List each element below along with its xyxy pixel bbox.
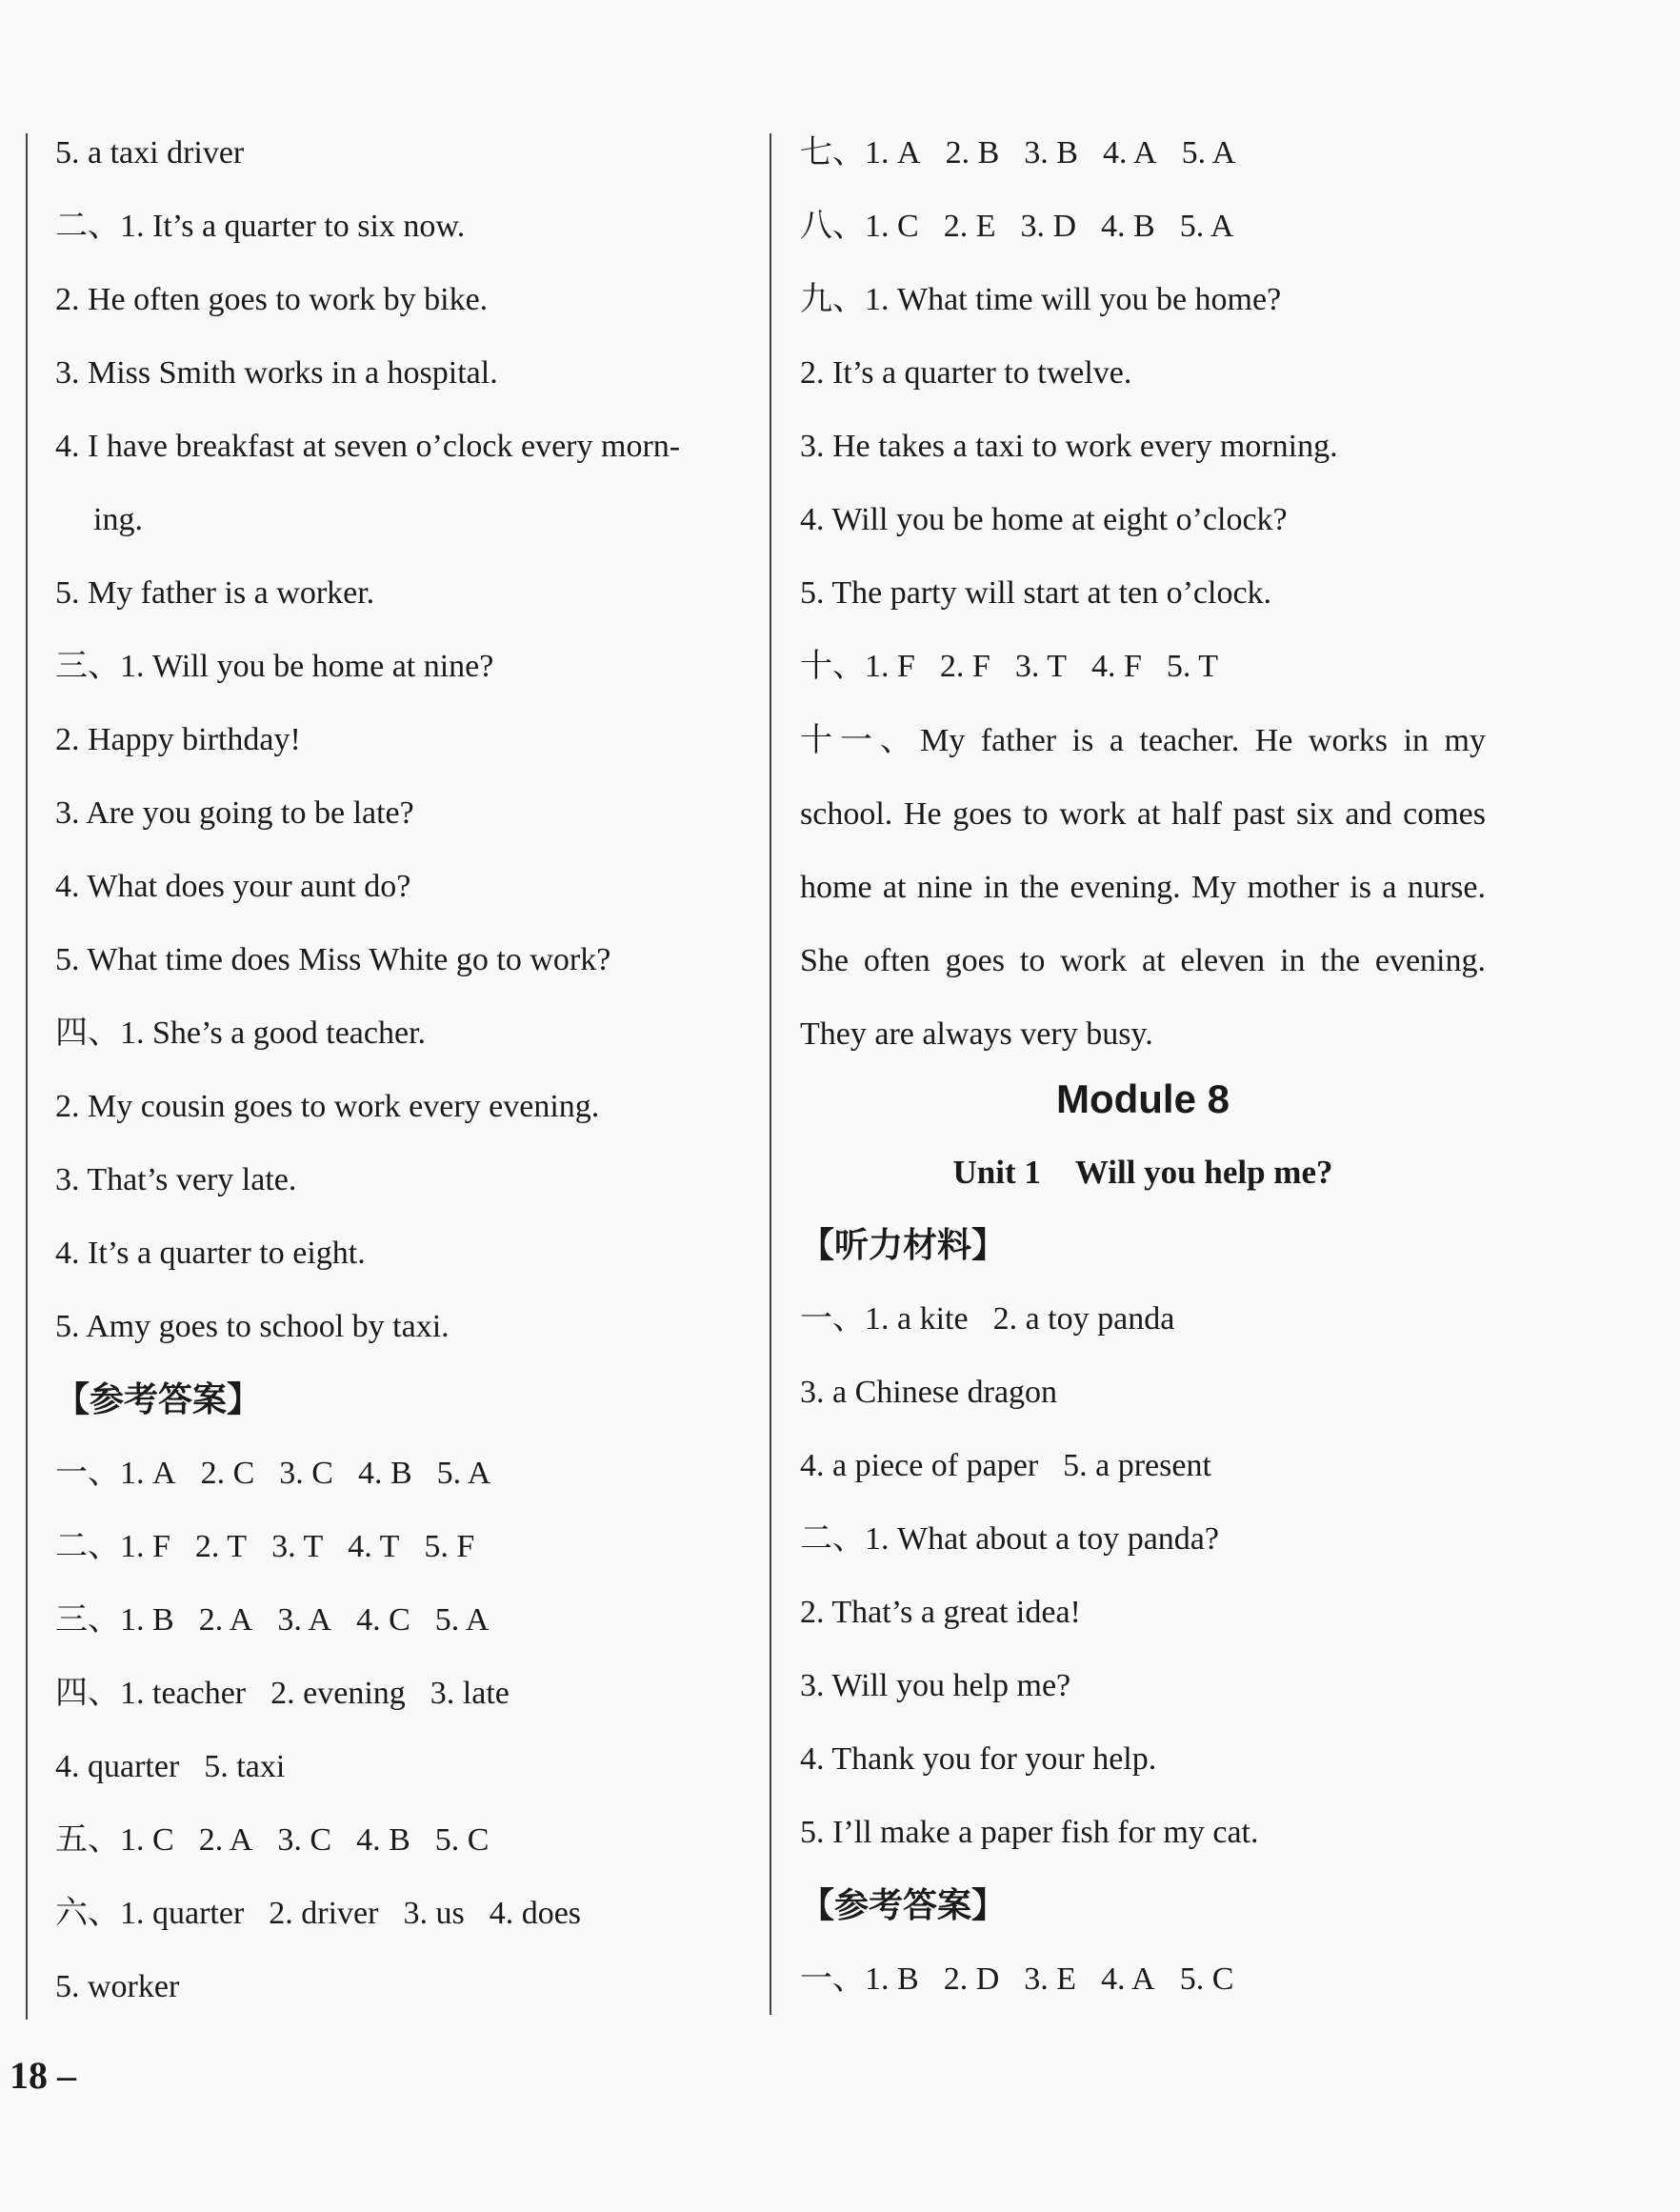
answer-item: 5. C [1179, 1961, 1234, 1997]
answer-row [55, 1885, 750, 1959]
answer-row [55, 1518, 750, 1592]
text-line: 5. My father is a worker. [55, 575, 375, 611]
answer-row [55, 1445, 750, 1518]
text-line: 3. Miss Smith works in a hospital. [55, 355, 498, 391]
answer-row [55, 1739, 750, 1812]
answer-row [800, 198, 1486, 271]
answer-item: 5. A [1179, 209, 1234, 244]
answer-row [55, 1959, 750, 2032]
text-line: 二、1. What about a toy panda? [800, 1521, 1219, 1557]
answer-item: 三、1. B [55, 1602, 174, 1638]
answer-item: 5. A [434, 1602, 490, 1638]
answer-item: 4. B [356, 1822, 410, 1858]
answer-row [55, 1812, 750, 1885]
answer-row [800, 125, 1486, 198]
text-line: 2. It’s a quarter to twelve. [800, 355, 1132, 391]
answer-item: 五、1. C [55, 1822, 174, 1858]
answer-item: 八、1. C [800, 209, 919, 244]
text-line: ing. [93, 502, 143, 537]
answer-item: 5. T [1166, 649, 1219, 684]
answer-item: 4. A [1102, 135, 1157, 171]
answer-item: 3. D [1020, 209, 1077, 244]
answer-item: 3. T [1014, 649, 1067, 684]
answer-item: 3. us [403, 1896, 465, 1931]
answer-item: 5. worker [55, 1969, 180, 2004]
answer-item: 2. E [943, 209, 996, 244]
answer-row [55, 1592, 750, 1665]
answer-item: 5. taxi [204, 1749, 286, 1784]
column-divider [770, 133, 771, 2015]
answer-item: 2. A [198, 1602, 253, 1638]
paragraph-eleven: 十一、My father is a teacher. He works in my school. He goes to work at half past six and comes home at nine in the evening. My mother is a nurse. She often goes to work at eleven in the evening. They are always very busy. [800, 723, 1486, 1052]
text-line: 2. Happy birthday! [55, 722, 301, 757]
unit-label: Unit 1 [952, 1154, 1041, 1191]
text-line: 九、1. What time will you be home? [800, 282, 1282, 317]
answer-item: 2. driver [269, 1896, 379, 1931]
text-line: 二、1. It’s a quarter to six now. [55, 209, 466, 244]
answer-item: 4. A [1101, 1961, 1155, 1997]
answer-item: 5. F [424, 1529, 475, 1564]
answer-item: 2. evening [270, 1676, 406, 1711]
answer-item: 十、1. F [800, 649, 915, 684]
answer-item: 2. a toy panda [992, 1301, 1175, 1337]
answer-row [800, 1438, 1486, 1511]
answer-item: 4. F [1091, 649, 1142, 684]
text-line: 3. That’s very late. [55, 1162, 297, 1197]
right-column [800, 125, 1486, 2024]
text-line: 2. That’s a great idea! [800, 1595, 1081, 1630]
page-number: 18 – [10, 2054, 76, 2097]
answer-item: 一、1. B [800, 1961, 919, 1997]
answer-item: 4. B [1101, 209, 1155, 244]
module-title: Module 8 [1055, 1076, 1230, 1121]
answer-item: 3. T [271, 1529, 324, 1564]
answer-item: 七、1. A [800, 135, 921, 171]
answer-row [800, 638, 1486, 712]
answer-item: 3. E [1024, 1961, 1077, 1997]
text-line: 四、1. She’s a good teacher. [55, 1016, 427, 1051]
answer-item: 4. does [489, 1896, 582, 1931]
answer-item: 2. D [943, 1961, 1000, 1997]
answer-item: 2. A [198, 1822, 253, 1858]
listening-heading: 【听力材料】 [800, 1226, 1007, 1265]
text-line: 5. Amy goes to school by taxi. [55, 1309, 450, 1344]
answer-row [800, 1364, 1486, 1438]
text-line: 3. Are you going to be late? [55, 795, 414, 831]
unit-title [800, 1144, 1486, 1217]
answers-heading: 【参考答案】 [800, 1886, 1007, 1925]
text-line: 3. Will you help me? [800, 1668, 1071, 1703]
answer-item: 4. a piece of paper [800, 1448, 1039, 1483]
left-column [55, 125, 750, 2032]
answer-item: 2. T [194, 1529, 248, 1564]
left-margin-rule [26, 133, 28, 2020]
text-line: 5. I’ll make a paper fish for my cat. [800, 1815, 1259, 1850]
text-line: 三、1. Will you be home at nine? [55, 649, 494, 684]
text-line: 4. Will you be home at eight o’clock? [800, 502, 1288, 537]
answer-item: 4. T [348, 1529, 400, 1564]
text-line: 2. My cousin goes to work every evening. [55, 1089, 600, 1124]
answer-item: 5. C [434, 1822, 490, 1858]
answer-item: 3. A [277, 1602, 332, 1638]
answer-item: 3. late [430, 1676, 510, 1711]
text-line: 2. He often goes to work by bike. [55, 282, 489, 317]
answer-item: 一、1. a kite [800, 1301, 969, 1337]
text-line: 4. What does your aunt do? [55, 869, 411, 904]
answer-item: 二、1. F [55, 1529, 170, 1564]
answer-item: 4. quarter [55, 1749, 180, 1784]
answer-item: 3. C [277, 1822, 332, 1858]
answer-row [800, 1951, 1486, 2024]
answer-row [800, 1291, 1486, 1364]
unit-name: Will you help me? [1074, 1154, 1333, 1191]
text-line: 3. He takes a taxi to work every morning. [800, 429, 1338, 464]
answer-item: 5. A [1181, 135, 1236, 171]
text-line: 5. What time does Miss White go to work? [55, 942, 611, 977]
answers-heading: 【参考答案】 [55, 1380, 262, 1419]
text-line: 5. a taxi driver [55, 135, 245, 171]
answer-item: 3. C [279, 1456, 333, 1491]
answer-row [55, 1665, 750, 1739]
text-line: 4. It’s a quarter to eight. [55, 1236, 366, 1271]
text-line: 4. Thank you for your help. [800, 1741, 1157, 1777]
answer-item: 3. a Chinese dragon [800, 1375, 1058, 1410]
text-line: 4. I have breakfast at seven o’clock every morn- [55, 429, 681, 464]
answer-item: 六、1. quarter [55, 1896, 245, 1931]
answer-item: 5. A [436, 1456, 491, 1491]
answer-item: 一、1. A [55, 1456, 176, 1491]
answer-item: 2. B [945, 135, 1000, 171]
answer-item: 2. F [939, 649, 990, 684]
answer-item: 4. B [357, 1456, 412, 1491]
answer-item: 2. C [200, 1456, 255, 1491]
text-line: 5. The party will start at ten o’clock. [800, 575, 1272, 611]
answer-item: 3. B [1024, 135, 1078, 171]
answer-item: 5. a present [1063, 1448, 1211, 1483]
answer-item: 4. C [356, 1602, 410, 1638]
answer-item: 四、1. teacher [55, 1676, 247, 1711]
